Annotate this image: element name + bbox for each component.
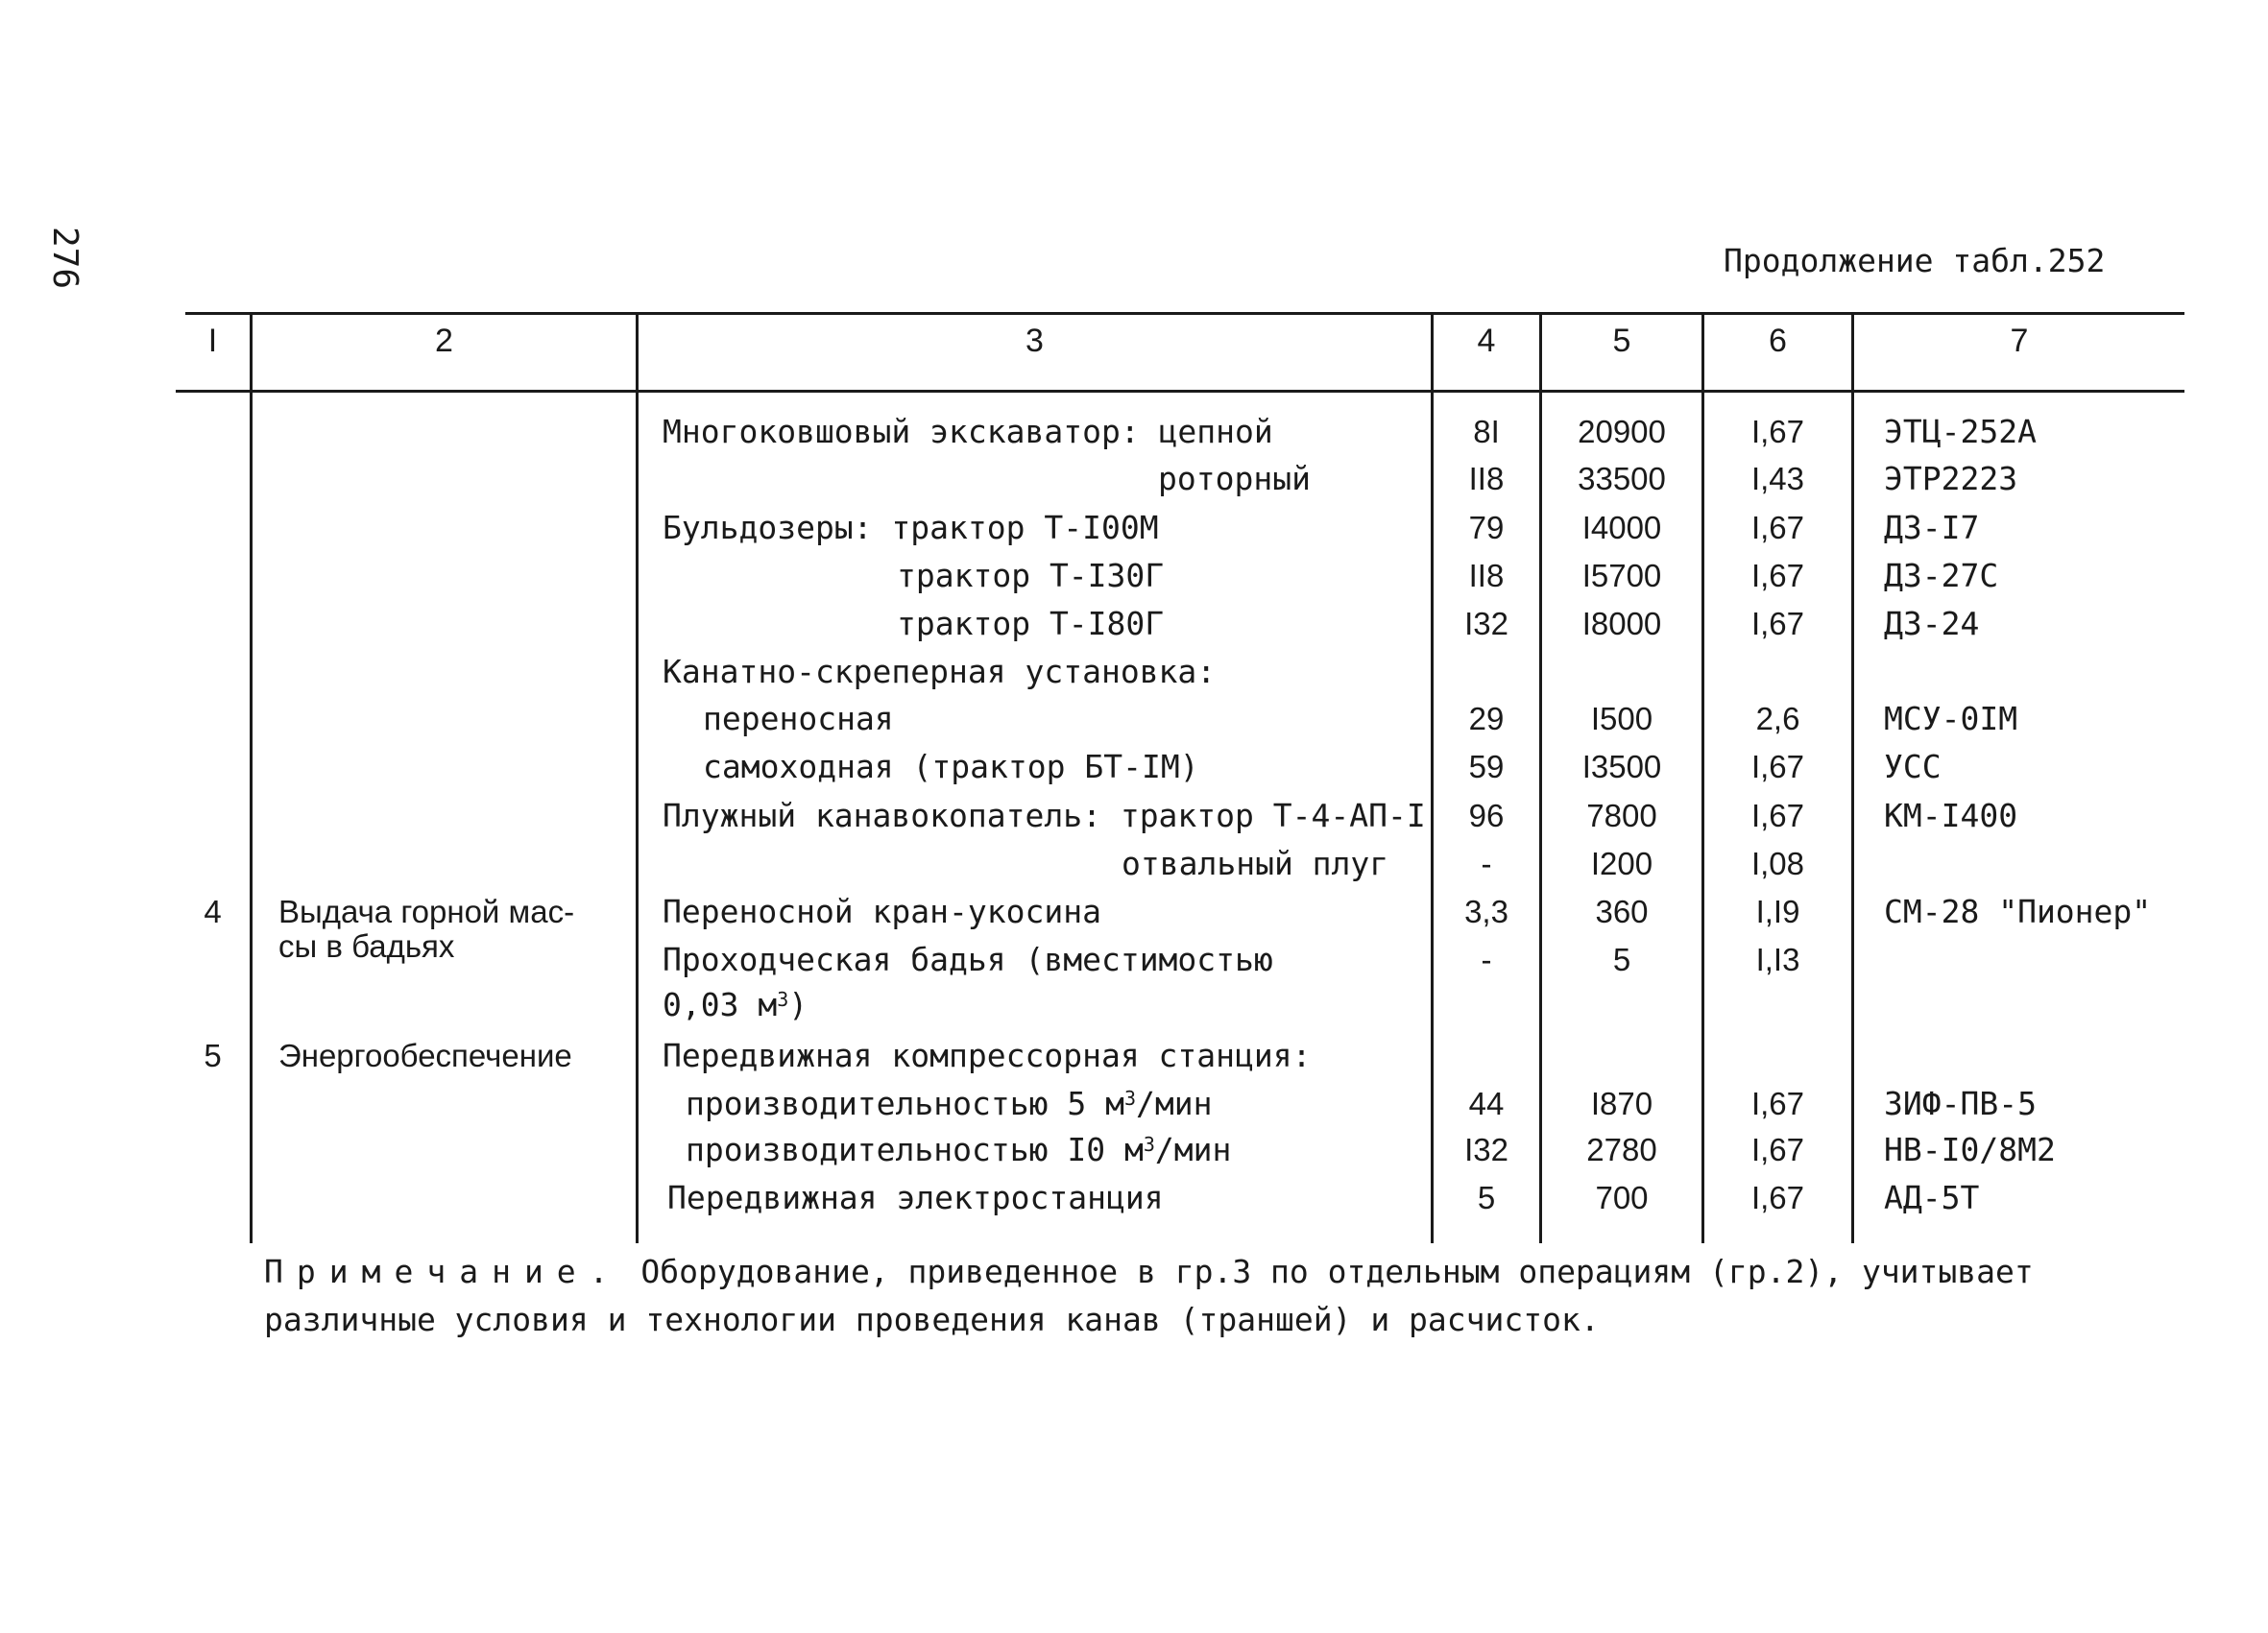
row-11-col4: 3,3 (1464, 894, 1508, 929)
row-2-col5: 33500 (1578, 461, 1666, 496)
row-3-equipment: Бульдозеры: трактор Т-I00М (663, 509, 1159, 546)
row-4-col4: II8 (1468, 558, 1505, 593)
row-8-col4: 59 (1468, 749, 1505, 784)
row-2-col4: II8 (1468, 461, 1505, 496)
row-8-col6: I,67 (1750, 749, 1805, 784)
row-11-operation: Выдача горной мас- (278, 894, 575, 929)
row-8-equipment: самоходная (трактор БТ-IМ) (703, 748, 1199, 785)
row-12-equipment: Проходческая бадья (вместимостью (663, 941, 1273, 978)
row-11-op-number: 4 (204, 894, 222, 929)
row-15-col5: I870 (1590, 1086, 1653, 1121)
row-1-equipment: Многоковшовый экскаватор: цепной (663, 413, 1273, 450)
row-14-op-number: 5 (204, 1038, 222, 1073)
row-8-model: УСС (1884, 748, 1942, 785)
row-9-model: КМ-I400 (1884, 797, 2018, 834)
row-16-col5: 2780 (1586, 1132, 1657, 1167)
column-divider-6 (1851, 312, 1854, 1243)
row-13-equipment (663, 986, 808, 1024)
row-3-col5: I4000 (1581, 510, 1662, 545)
header-col-4: 4 (1477, 323, 1496, 359)
row-7-col6: 2,6 (1755, 701, 1800, 736)
row-5-equipment: трактор Т-I80Г (897, 605, 1165, 642)
column-divider-1 (250, 312, 253, 1243)
row-15-equipment (686, 1085, 1213, 1123)
row-7-col5: I500 (1590, 701, 1653, 736)
row-11-col5: 360 (1595, 894, 1649, 929)
row-4-col5: I5700 (1581, 558, 1662, 593)
row-16-sup: 3 (1143, 1133, 1155, 1156)
row-7-model: МСУ-0IМ (1884, 700, 2018, 737)
row-11-equipment: Переносной кран-укосина (663, 893, 1101, 930)
row-16-col6: I,67 (1750, 1132, 1805, 1167)
row-5-model: ДЗ-24 (1884, 605, 1980, 642)
row-3-model: ДЗ-I7 (1884, 509, 1980, 546)
row-1-col4: 8I (1473, 414, 1500, 449)
header-col-6: 6 (1769, 323, 1787, 359)
row-6-equipment: Канатно-скреперная установка: (663, 653, 1217, 690)
row-9-col6: I,67 (1750, 798, 1805, 833)
table-header-rule (176, 390, 2184, 393)
header-col-3: 3 (1025, 323, 1044, 359)
row-9-equipment: Плужный канавокопатель: трактор Т-4-АП-I (663, 797, 1426, 834)
row-2-model: ЭТР2223 (1884, 460, 2018, 497)
row-17-col6: I,67 (1750, 1180, 1805, 1215)
row-17-col5: 700 (1595, 1180, 1649, 1215)
row-16-text: производительностью I0 м (686, 1131, 1144, 1168)
row-1-col6: I,67 (1750, 414, 1805, 449)
row-16-col4: I32 (1464, 1132, 1508, 1167)
row-10-col4: - (1481, 846, 1492, 881)
table-continuation-caption: Продолжение табл.252 (1724, 242, 2106, 279)
row-2-equipment: роторный (1158, 460, 1311, 497)
row-17-model: АД-5Т (1884, 1179, 1980, 1216)
row-17-equipment: Передвижная электростанция (667, 1179, 1164, 1216)
row-15-col6: I,67 (1750, 1086, 1805, 1121)
row-11-col6: I,I9 (1755, 894, 1800, 929)
row-13-text: 0,03 м (663, 986, 778, 1023)
row-5-col6: I,67 (1750, 606, 1805, 641)
header-col-7: 7 (2010, 323, 2029, 359)
table-top-rule (185, 312, 2184, 315)
row-3-col6: I,67 (1750, 510, 1805, 545)
header-col-1: I (207, 323, 218, 359)
row-15-col4: 44 (1468, 1086, 1505, 1121)
row-15-model: ЗИФ-ПВ-5 (1884, 1085, 2037, 1122)
row-14-equipment: Передвижная компрессорная станция: (663, 1037, 1312, 1074)
row-11-model: СМ-28 "Пионер" (1884, 893, 2152, 930)
column-divider-2 (636, 312, 639, 1243)
row-5-col5: I8000 (1581, 606, 1662, 641)
table-note (264, 1248, 2184, 1344)
row-4-model: ДЗ-27С (1884, 557, 1999, 594)
row-10-equipment: отвальный плуг (1122, 845, 1389, 882)
row-16-after: /мин (1154, 1131, 1232, 1168)
row-17-col4: 5 (1477, 1180, 1496, 1215)
row-13-after: ) (788, 986, 808, 1023)
row-9-col5: 7800 (1586, 798, 1657, 833)
header-col-2: 2 (435, 323, 453, 359)
row-15-text: производительностью 5 м (686, 1085, 1124, 1122)
row-15-after: /мин (1136, 1085, 1213, 1122)
row-15-sup: 3 (1123, 1087, 1137, 1110)
row-4-col6: I,67 (1750, 558, 1805, 593)
row-13-sup: 3 (777, 988, 789, 1011)
page-number: 276 (45, 227, 84, 290)
row-5-col4: I32 (1464, 606, 1508, 641)
row-1-col5: 20900 (1578, 414, 1666, 449)
row-12-operation: сы в бадьях (278, 928, 455, 964)
row-16-equipment (686, 1131, 1231, 1169)
row-16-model: НВ-I0/8М2 (1884, 1131, 2056, 1168)
header-col-5: 5 (1612, 323, 1631, 359)
row-4-equipment: трактор Т-I30Г (897, 557, 1165, 594)
row-12-col6: I,I3 (1755, 942, 1800, 977)
row-7-equipment: переносная (703, 700, 894, 737)
row-12-col4: - (1481, 942, 1492, 977)
row-14-operation: Энергообеспечение (278, 1038, 572, 1073)
note-label: Примечание. (264, 1253, 622, 1290)
row-2-col6: I,43 (1750, 461, 1805, 496)
row-7-col4: 29 (1468, 701, 1505, 736)
row-1-model: ЭТЦ-252А (1884, 413, 2037, 450)
row-10-col6: I,08 (1750, 846, 1805, 881)
row-9-col4: 96 (1468, 798, 1505, 833)
row-3-col4: 79 (1468, 510, 1505, 545)
row-10-col5: I200 (1590, 846, 1653, 881)
row-8-col5: I3500 (1581, 749, 1662, 784)
row-12-col5: 5 (1612, 942, 1631, 977)
note-text: Оборудование, приведенное в гр.3 по отдельным операциям (гр.2), учитывает различные условия и технологии проведения канав (траншей) и расчисток. (264, 1253, 2034, 1338)
